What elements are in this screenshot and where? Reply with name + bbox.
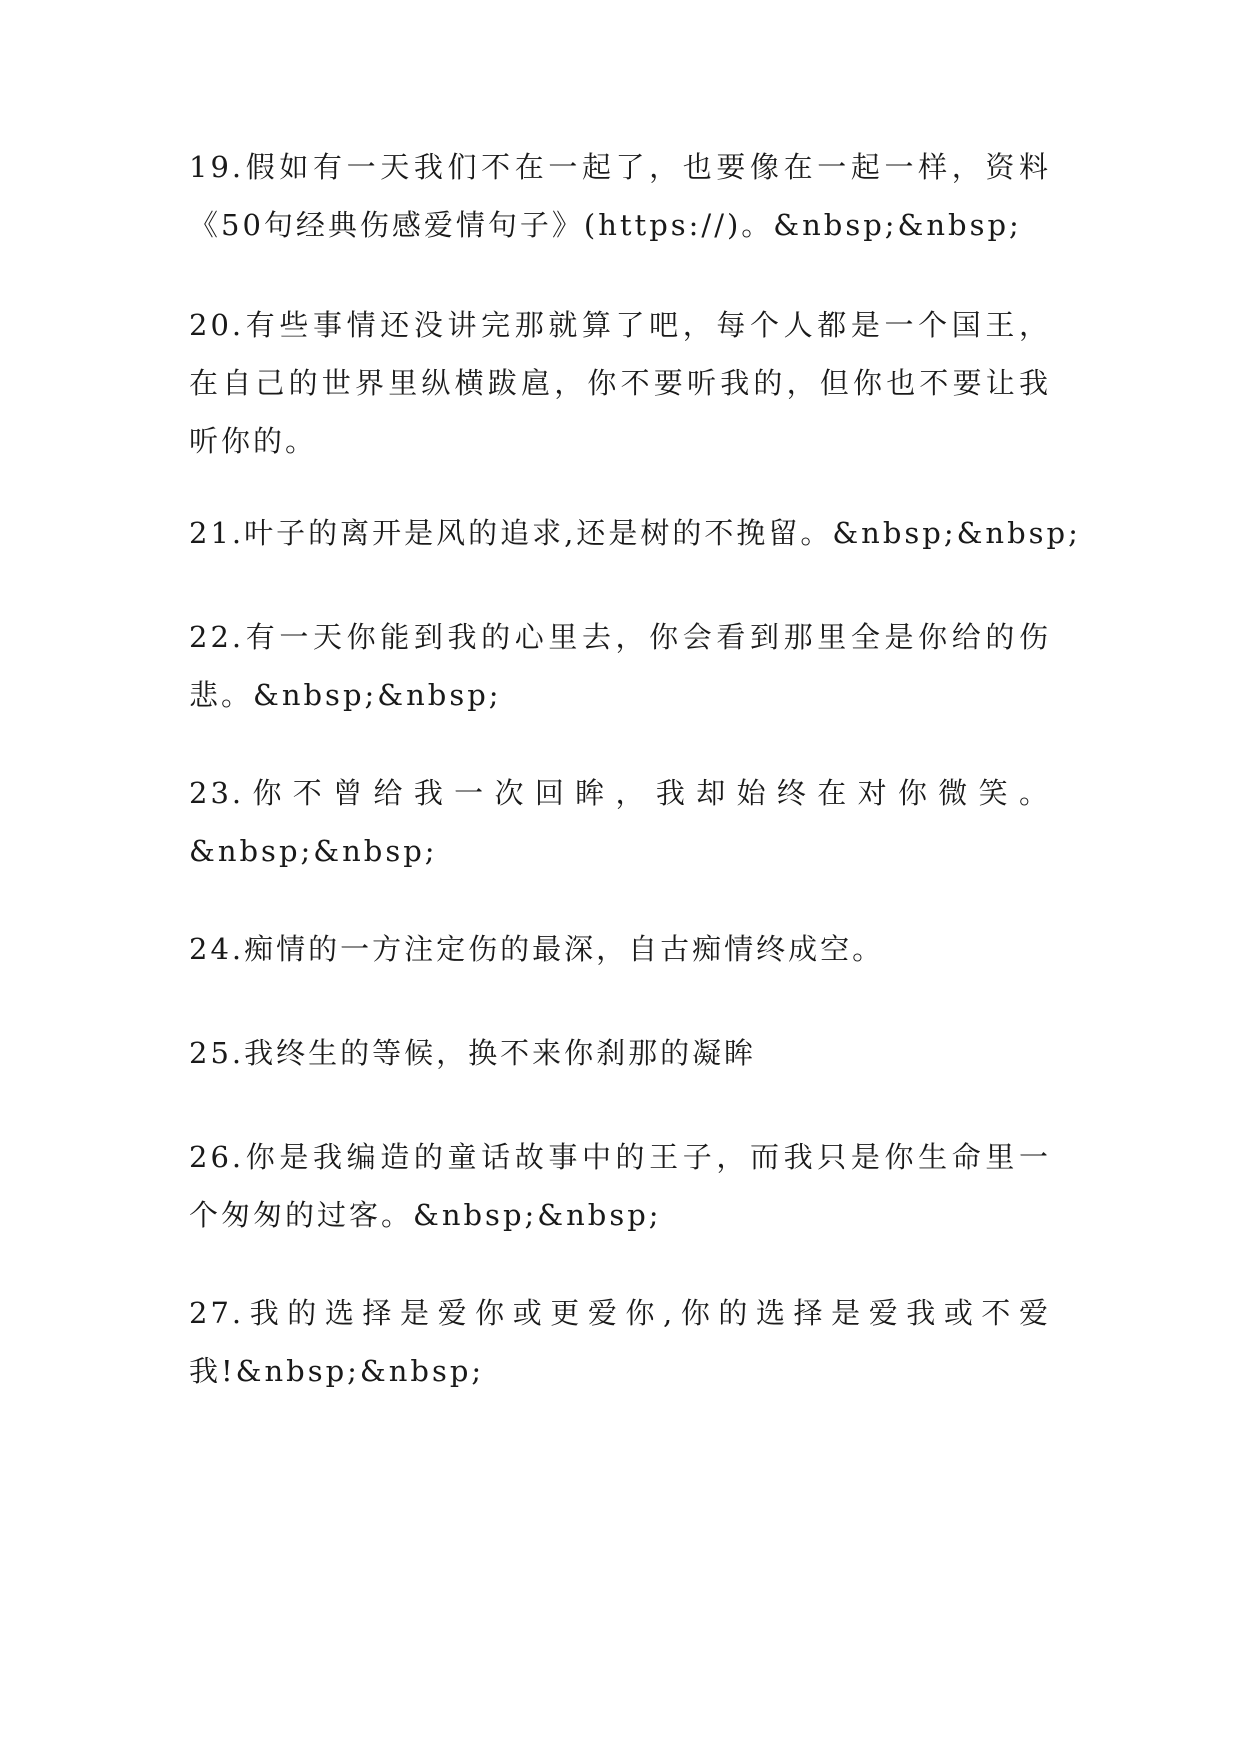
paragraph-line: 22.有一天你能到我的心里去，你会看到那里全是你给的伤 [189,620,1051,654]
paragraph-line: 27.我的选择是爱你或更爱你,你的选择是爱我或不爱 [189,1296,1051,1330]
paragraph-line: 21.叶子的离开是风的追求,还是树的不挽留。&nbsp;&nbsp; [189,516,1081,550]
paragraph-line: 听你的。 [189,424,318,458]
paragraph-line: 24.痴情的一方注定伤的最深，自古痴情终成空。 [189,932,885,966]
paragraph-line: 20.有些事情还没讲完那就算了吧，每个人都是一个国王， [189,308,1051,342]
paragraph-line: 19.假如有一天我们不在一起了，也要像在一起一样，资料 [189,150,1051,184]
paragraph-25 [189,1024,1051,1082]
paragraph-line: 25.我终生的等候，换不来你刹那的凝眸 [189,1036,757,1070]
paragraph-20 [189,296,1051,470]
paragraph-26 [189,1128,1051,1244]
paragraph-line: 23.你不曾给我一次回眸，我却始终在对你微笑。 [189,776,1051,810]
paragraph-23 [189,764,1051,880]
paragraph-27 [189,1284,1051,1400]
paragraph-line: 26.你是我编造的童话故事中的王子，而我只是你生命里一 [189,1140,1051,1174]
paragraph-24 [189,920,1051,978]
paragraph-22 [189,608,1051,724]
paragraph-line: &nbsp;&nbsp; [189,834,438,868]
paragraph-line: 《50句经典伤感爱情句子》(https://)。&nbsp;&nbsp; [189,208,1022,242]
paragraph-line: 悲。&nbsp;&nbsp; [189,678,502,712]
paragraph-19 [189,138,1051,254]
paragraph-line: 在自己的世界里纵横跋扈，你不要听我的，但你也不要让我 [189,366,1051,400]
paragraph-line: 个匆匆的过客。&nbsp;&nbsp; [189,1198,662,1232]
paragraph-line: 我!&nbsp;&nbsp; [189,1354,485,1388]
paragraph-21 [189,504,1081,562]
